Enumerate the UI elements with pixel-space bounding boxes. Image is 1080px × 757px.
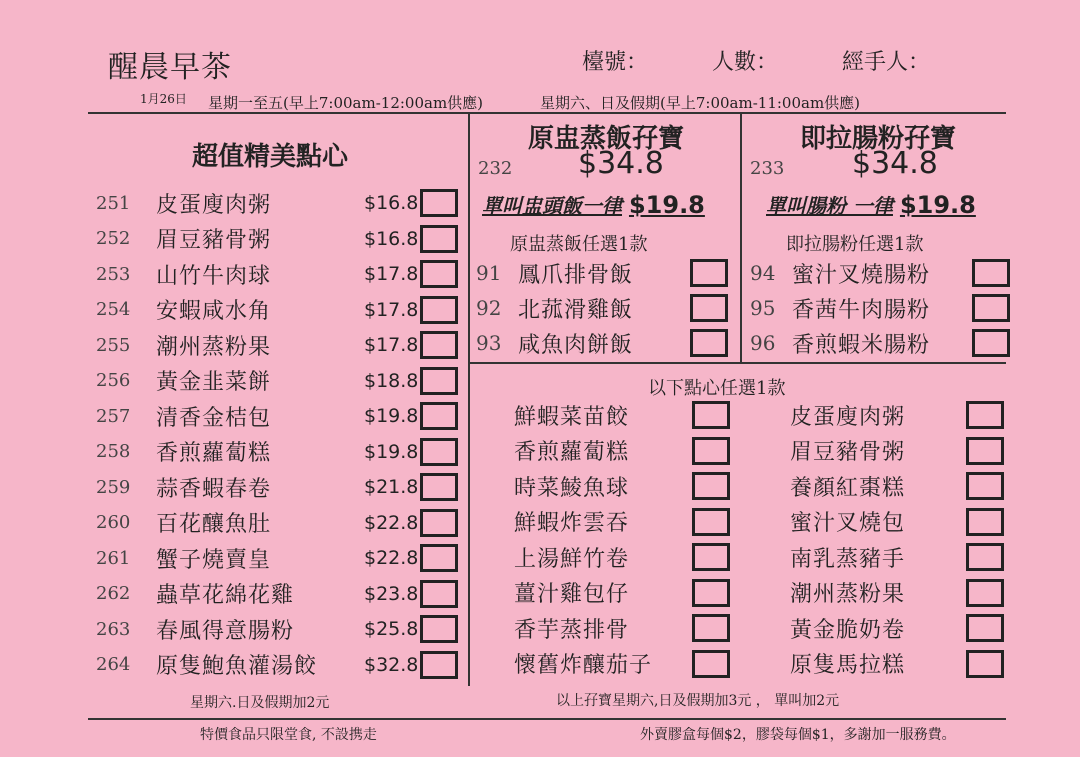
left-column-divider — [468, 112, 470, 686]
order-checkbox[interactable] — [420, 402, 458, 430]
table-number-label: 檯號： — [582, 50, 649, 75]
item-price: $18.8 — [364, 369, 419, 392]
left-menu-row — [96, 222, 466, 256]
item-name: 安蝦咸水角 — [156, 299, 272, 324]
dimsum-pick-row — [790, 611, 1010, 645]
weekday-hours: 星期一至五(早上7:00am-12:00am供應) — [208, 94, 484, 112]
dimsum-pick-row — [514, 576, 738, 610]
dimsum-name: 潮州蒸粉果 — [790, 582, 906, 607]
item-name: 百花釀魚肚 — [156, 512, 272, 537]
option-name: 蜜汁叉燒腸粉 — [792, 262, 931, 288]
steamed-rice-combo-code: 232 — [478, 158, 513, 179]
footer-divider — [88, 718, 1006, 720]
item-number: 251 — [96, 192, 131, 214]
dimsum-pick-row — [790, 540, 1010, 574]
dimsum-name: 鮮蝦菜苗餃 — [514, 404, 630, 430]
order-checkbox[interactable] — [966, 579, 1004, 607]
order-checkbox[interactable] — [420, 438, 458, 466]
item-price: $16.8 — [364, 192, 419, 214]
combo-divider — [740, 112, 742, 362]
dimsum-name: 黃金脆奶卷 — [790, 617, 906, 643]
handler-label: 經手人： — [842, 50, 931, 75]
weekend-hours: 星期六、日及假期(早上7:00am-11:00am供應) — [540, 94, 861, 112]
dimsum-name: 南乳蒸豬手 — [790, 546, 906, 572]
dimsum-name: 時菜鯪魚球 — [514, 475, 630, 501]
left-menu-row — [96, 612, 466, 646]
left-menu-row — [96, 470, 466, 504]
option-name: 香煎蝦米腸粉 — [792, 332, 931, 358]
item-number: 262 — [96, 583, 131, 604]
order-checkbox[interactable] — [966, 650, 1004, 678]
left-menu-row — [96, 399, 466, 433]
item-price: $17.8 — [364, 298, 419, 321]
item-name: 黃金韭菜餅 — [156, 370, 272, 395]
dimsum-name: 蜜汁叉燒包 — [790, 511, 906, 536]
combo-option-row — [750, 256, 1010, 290]
item-number: 261 — [96, 547, 131, 569]
item-number: 263 — [96, 618, 131, 640]
left-menu-row — [96, 328, 466, 362]
steamed-rice-pick-title: 原盅蒸飯任選1款 — [510, 234, 648, 255]
item-name: 春風得意腸粉 — [156, 618, 295, 644]
left-menu-row — [96, 506, 466, 540]
rice-roll-combo-title: 即拉腸粉孖寶 — [800, 124, 957, 154]
left-menu-row — [96, 577, 466, 611]
option-number: 91 — [476, 261, 502, 285]
item-price: $16.8 — [364, 227, 419, 250]
order-checkbox[interactable] — [692, 401, 730, 429]
left-menu-row — [96, 648, 466, 682]
order-checkbox[interactable] — [972, 294, 1010, 322]
steamed-rice-single-amount: $19.8 — [628, 191, 705, 219]
dimsum-pick-row — [514, 469, 738, 503]
order-checkbox[interactable] — [966, 543, 1004, 571]
combo-option-row — [750, 326, 1010, 360]
dine-in-only-note: 特價食品只限堂食, 不設携走 — [200, 727, 377, 743]
steamed-rice-combo-price: $34.8 — [578, 146, 664, 181]
value-dimsum-title: 超值精美點心 — [192, 142, 349, 172]
option-number: 94 — [750, 261, 776, 285]
item-number: 255 — [96, 334, 131, 356]
dimsum-pick-row — [514, 398, 738, 432]
item-name: 皮蛋廋肉粥 — [156, 192, 272, 218]
dimsum-pick-title: 以下點心任選1款 — [648, 378, 786, 399]
item-price: $32.8 — [364, 653, 419, 676]
dimsum-name: 皮蛋廋肉粥 — [790, 404, 906, 430]
item-price: $17.8 — [364, 334, 419, 356]
people-count-label: 人數： — [712, 50, 779, 75]
item-number: 258 — [96, 441, 131, 462]
dimsum-pick-row — [790, 434, 1010, 468]
order-checkbox[interactable] — [692, 508, 730, 536]
order-checkbox[interactable] — [420, 331, 458, 359]
order-checkbox[interactable] — [692, 579, 730, 607]
order-checkbox[interactable] — [420, 189, 458, 217]
combo-weekend-note: 以上孖寶星期六,日及假期加3元 ， 單叫加2元 — [556, 693, 840, 709]
order-checkbox[interactable] — [420, 473, 458, 501]
item-name: 山竹牛肉球 — [156, 263, 272, 289]
combo-bottom-divider — [470, 362, 1006, 364]
combo-option-row — [476, 291, 736, 325]
option-name: 咸魚肉餅飯 — [518, 332, 634, 358]
item-name: 蟲草花綿花雞 — [156, 583, 295, 608]
order-checkbox[interactable] — [420, 544, 458, 572]
rice-roll-combo-code: 233 — [750, 158, 785, 179]
rice-roll-single-label: 單叫腸粉 一律 — [766, 194, 893, 218]
order-checkbox[interactable] — [692, 543, 730, 571]
rice-roll-single-amount: $19.8 — [899, 191, 976, 219]
option-name: 香茜牛肉腸粉 — [792, 297, 931, 323]
item-number: 259 — [96, 476, 131, 498]
dimsum-pick-row — [790, 647, 1010, 681]
dimsum-pick-row — [514, 434, 738, 468]
item-number: 257 — [96, 405, 131, 427]
item-name: 清香金桔包 — [156, 405, 272, 431]
dimsum-pick-row — [790, 469, 1010, 503]
dimsum-name: 香煎蘿蔔糕 — [514, 440, 630, 465]
dimsum-pick-row — [514, 540, 738, 574]
dimsum-name: 香芋蒸排骨 — [514, 617, 630, 643]
left-menu-row — [96, 293, 466, 327]
item-name: 蟹子燒賣皇 — [156, 547, 272, 573]
item-price: $19.8 — [364, 440, 419, 463]
dimsum-pick-row — [514, 611, 738, 645]
rice-roll-combo-price: $34.8 — [852, 146, 938, 181]
item-number: 252 — [96, 228, 131, 249]
left-weekend-note: 星期六.日及假期加2元 — [190, 695, 330, 711]
order-checkbox[interactable] — [420, 225, 458, 253]
order-checkbox[interactable] — [420, 580, 458, 608]
left-menu-row — [96, 364, 466, 398]
order-checkbox[interactable] — [692, 437, 730, 465]
order-checkbox[interactable] — [966, 437, 1004, 465]
dimsum-pick-row — [790, 398, 1010, 432]
menu-date: 1月26日 — [140, 92, 187, 106]
option-number: 95 — [750, 296, 776, 320]
left-menu-row — [96, 435, 466, 469]
option-number: 93 — [476, 331, 502, 355]
dimsum-name: 養顏紅棗糕 — [790, 475, 906, 501]
item-name: 蒜香蝦春卷 — [156, 476, 272, 502]
order-checkbox[interactable] — [690, 329, 728, 357]
combo-option-row — [750, 291, 1010, 325]
combo-option-row — [476, 256, 736, 290]
steamed-rice-single-price — [482, 190, 705, 219]
order-checkbox[interactable] — [420, 651, 458, 679]
order-checkbox[interactable] — [972, 329, 1010, 357]
order-checkbox[interactable] — [966, 472, 1004, 500]
order-checkbox[interactable] — [690, 259, 728, 287]
item-price: $22.8 — [364, 511, 419, 534]
order-checkbox[interactable] — [966, 614, 1004, 642]
item-number: 256 — [96, 370, 131, 391]
item-number: 254 — [96, 299, 131, 320]
combo-option-row — [476, 326, 736, 360]
item-name: 香煎蘿蔔糕 — [156, 441, 272, 466]
left-menu-row — [96, 186, 466, 220]
item-number: 253 — [96, 263, 131, 285]
order-checkbox[interactable] — [966, 508, 1004, 536]
item-price: $21.8 — [364, 476, 419, 498]
order-checkbox[interactable] — [420, 367, 458, 395]
option-name: 鳳爪排骨飯 — [518, 262, 634, 288]
steamed-rice-single-label: 單叫盅頭飯一律 — [482, 194, 622, 218]
dimsum-name: 眉豆豬骨粥 — [790, 440, 906, 465]
item-name: 潮州蒸粉果 — [156, 334, 272, 360]
dimsum-name: 鮮蝦炸雲吞 — [514, 511, 630, 536]
steamed-rice-combo-title: 原盅蒸飯孖寶 — [528, 124, 685, 154]
option-number: 92 — [476, 296, 502, 320]
dimsum-pick-row — [514, 505, 738, 539]
item-price: $22.8 — [364, 547, 419, 569]
dimsum-name: 上湯鮮竹卷 — [514, 546, 630, 572]
rice-roll-single-price — [766, 190, 976, 219]
order-checkbox[interactable] — [420, 509, 458, 537]
order-checkbox[interactable] — [690, 294, 728, 322]
item-number: 264 — [96, 654, 131, 675]
left-menu-row — [96, 257, 466, 291]
order-checkbox[interactable] — [692, 472, 730, 500]
item-name: 眉豆豬骨粥 — [156, 228, 272, 253]
rice-roll-pick-title: 即拉腸粉任選1款 — [786, 234, 924, 255]
item-price: $25.8 — [364, 618, 419, 640]
order-checkbox[interactable] — [972, 259, 1010, 287]
left-menu-row — [96, 541, 466, 575]
item-number: 260 — [96, 512, 131, 533]
option-name: 北菰滑雞飯 — [518, 297, 634, 323]
order-checkbox[interactable] — [420, 296, 458, 324]
dimsum-pick-row — [790, 505, 1010, 539]
dimsum-name: 原隻馬拉糕 — [790, 653, 906, 678]
item-name: 原隻鮑魚灌湯餃 — [156, 654, 318, 679]
option-number: 96 — [750, 331, 776, 355]
dimsum-name: 懷舊炸釀茄子 — [514, 653, 653, 678]
order-checkbox[interactable] — [692, 614, 730, 642]
dimsum-pick-row — [790, 576, 1010, 610]
order-checkbox[interactable] — [420, 615, 458, 643]
order-checkbox[interactable] — [692, 650, 730, 678]
menu-title: 醒晨早茶 — [108, 50, 232, 85]
order-checkbox[interactable] — [420, 260, 458, 288]
order-checkbox[interactable] — [966, 401, 1004, 429]
takeaway-charge-note: 外賣膠盒每個$2，膠袋每個$1，多謝加一服務費。 — [640, 727, 956, 743]
item-price: $23.8 — [364, 582, 419, 605]
dimsum-pick-row — [514, 647, 738, 681]
header-divider — [88, 112, 1006, 114]
dimsum-name: 薑汁雞包仔 — [514, 582, 630, 607]
item-price: $19.8 — [364, 405, 419, 427]
item-price: $17.8 — [364, 263, 419, 285]
